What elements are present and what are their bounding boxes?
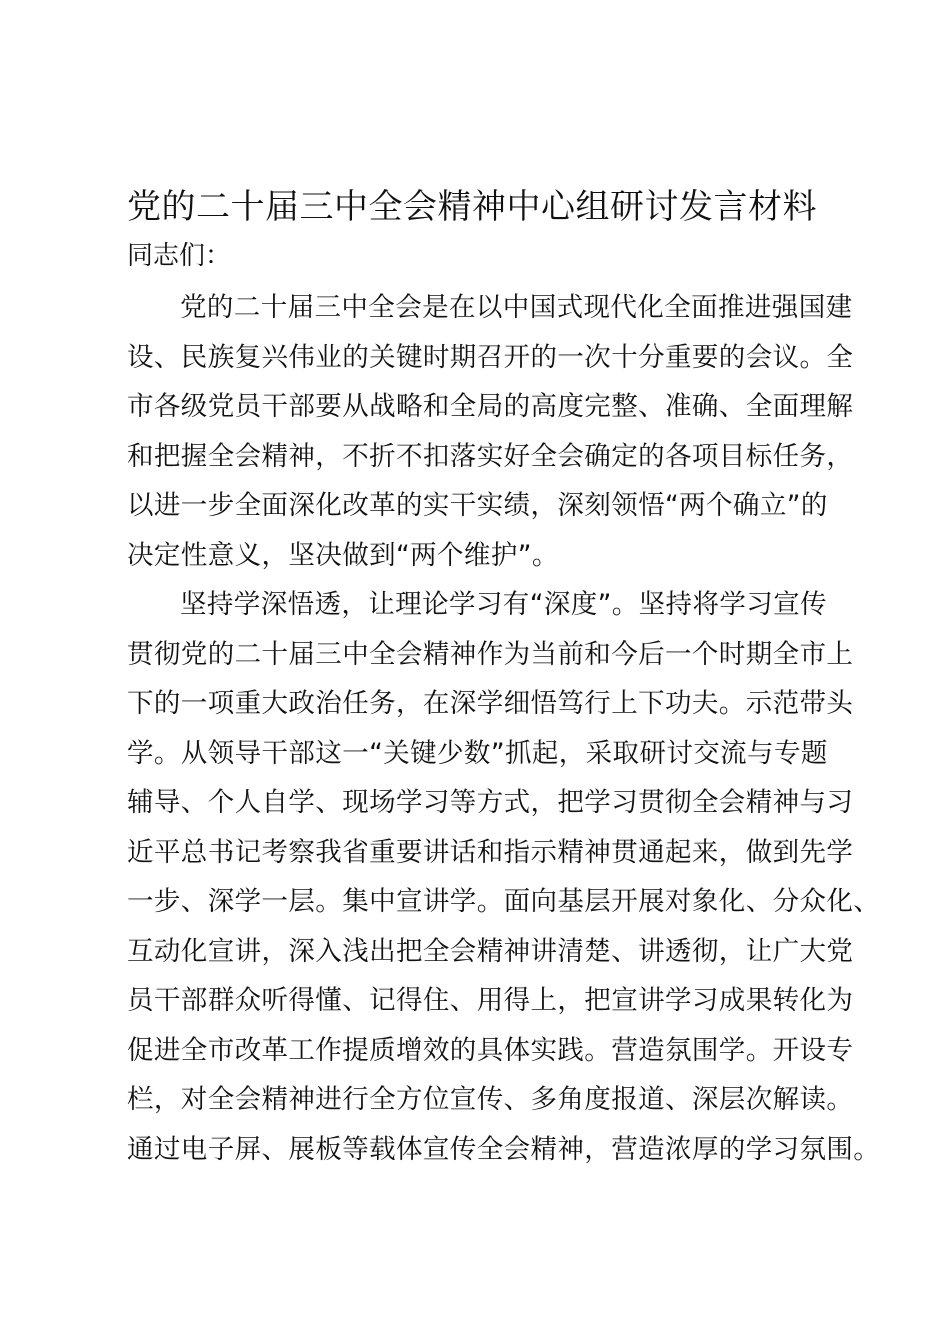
text-line: 贯彻党的二十届三中全会精神作为当前和今后一个时期全市上 xyxy=(127,638,854,670)
text-line: 决定性意义，坚决做到“两个维护”。 xyxy=(127,539,559,571)
body-text xyxy=(127,283,881,1174)
text-line: 互动化宣讲，深入浅出把全会精神讲清楚、讲透彻，让广大党 xyxy=(127,935,854,967)
text-line: 和把握全会精神，不折不扣落实好全会确定的各项目标任务， xyxy=(127,440,854,472)
document-title: 党的二十届三中全会精神中心组研讨发言材料 xyxy=(127,187,817,227)
text-line: 党的二十届三中全会是在以中国式现代化全面推进强国建 xyxy=(180,292,853,323)
salutation: 同志们： xyxy=(127,241,232,271)
text-line: 坚持学深悟透，让理论学习有“深度”。坚持将学习宣传 xyxy=(180,589,827,620)
text-line: 通过电子屏、展板等载体宣传全会精神，营造浓厚的学习氛围。 xyxy=(127,1133,881,1165)
text-line: 一步、深学一层。集中宣讲学。面向基层开展对象化、分众化、 xyxy=(127,886,881,917)
text-line: 下的一项重大政治任务，在深学细悟笃行上下功夫。示范带头 xyxy=(127,688,854,719)
text-line: 市各级党员干部要从战略和全局的高度完整、准确、全面理解 xyxy=(127,391,854,422)
text-line: 学。从领导干部这一“关键少数”抓起，采取研讨交流与专题 xyxy=(127,737,828,769)
text-line: 近平总书记考察我省重要讲话和指示精神贯通起来，做到先学 xyxy=(127,836,854,868)
text-line: 员干部群众听得懂、记得住、用得上，把宣讲学习成果转化为 xyxy=(127,985,854,1016)
text-line: 促进全市改革工作提质增效的具体实践。营造氛围学。开设专 xyxy=(127,1034,854,1066)
text-line: 以进一步全面深化改革的实干实绩，深刻领悟“两个确立”的 xyxy=(127,490,828,521)
text-line: 辅导、个人自学、现场学习等方式，把学习贯彻全会精神与习 xyxy=(127,787,854,818)
text-line: 栏，对全会精神进行全方位宣传、多角度报道、深层次解读。 xyxy=(127,1084,854,1115)
text-line: 设、民族复兴伟业的关键时期召开的一次十分重要的会议。全 xyxy=(127,341,854,373)
